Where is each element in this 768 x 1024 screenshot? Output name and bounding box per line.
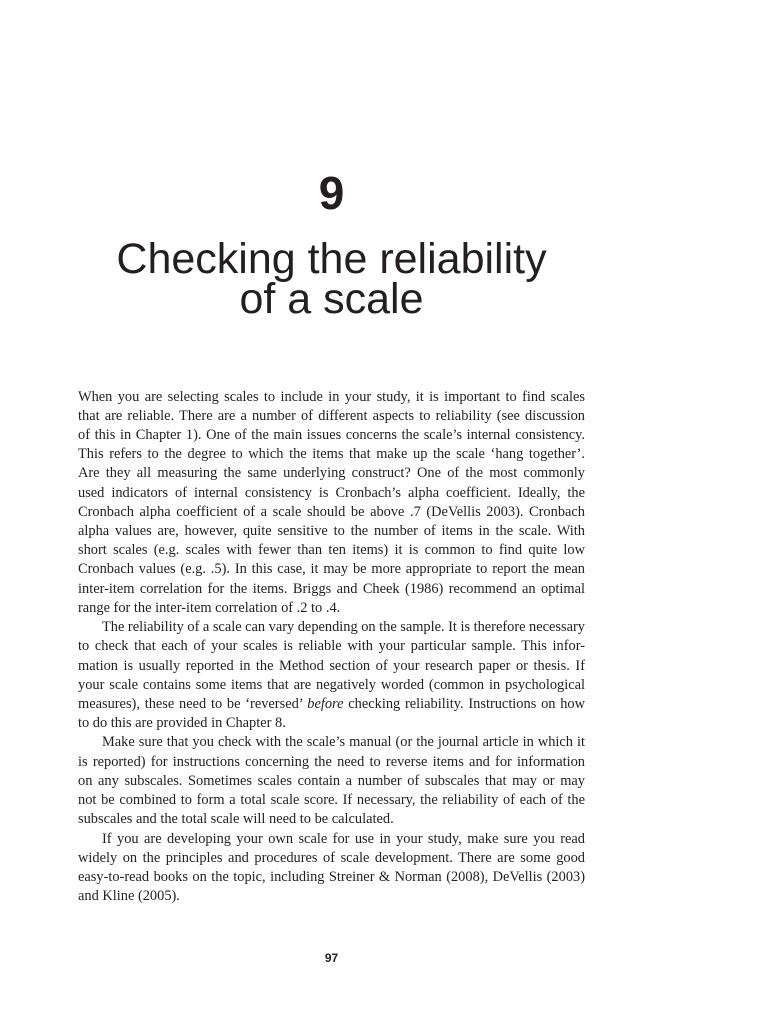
body-text-line: The reliability of a scale can vary depending on the sample. It is therefore necessary	[102, 619, 585, 636]
italic-emphasis: before	[307, 696, 344, 712]
body-text-line: to check that each of your scales is reliable with your particular sample. This infor-	[78, 638, 585, 655]
body-text-line: widely on the principles and procedures of scale development. There are some good	[78, 849, 585, 866]
body-text-line: If you are developing your own scale for use in your study, make sure you read	[102, 830, 585, 847]
body-text-line: short scales (e.g. scales with fewer than ten items) it is common to find quite low	[78, 542, 585, 559]
page-number: 97	[324, 951, 339, 965]
body-text-line: inter-item correlation for the items. Briggs and Cheek (1986) recommend an optimal	[78, 580, 585, 597]
chapter-title-line: of a scale	[239, 275, 424, 323]
chapter-title	[78, 235, 585, 323]
chapter-title-line: Checking the reliability	[116, 235, 547, 283]
body-paragraph	[78, 830, 585, 907]
body-text-line: used indicators of internal consistency is Cronbach’s alpha coefficient. Ideally, the	[78, 484, 585, 501]
body-text-line: not be combined to form a total scale score. If necessary, the reliability of each of the	[78, 792, 585, 809]
body-text-line: When you are selecting scales to include in your study, it is important to find scales	[78, 388, 585, 405]
body-paragraph	[78, 388, 585, 619]
body-text-line: Make sure that you check with the scale’s manual (or the journal article in which it	[102, 734, 585, 751]
chapter-number: 9	[318, 167, 345, 219]
body-paragraph	[78, 618, 585, 733]
body-text	[78, 388, 585, 907]
body-text-line: Are they all measuring the same underlying construct? One of the most commonly	[78, 465, 585, 482]
body-text-line: Cronbach alpha coefficient of a scale should be above .7 (DeVellis 2003). Cronbach	[78, 503, 585, 520]
body-text-line: Cronbach values (e.g. .5). In this case, it may be more appropriate to report the mean	[78, 561, 585, 578]
body-text-line: to do this are provided in Chapter 8.	[78, 715, 286, 732]
body-text-line: alpha values are, however, quite sensitive to the number of items in the scale. With	[78, 523, 585, 540]
body-text-line: mation is usually reported in the Method section of your research paper or thesis. If	[78, 657, 585, 674]
body-text-line: subscales and the total scale will need to be calculated.	[78, 811, 394, 828]
body-text-line: is reported) for instructions concerning the need to reverse items and for information	[78, 753, 585, 770]
body-text-segment: measures), these need to be ‘reversed’	[78, 696, 308, 712]
body-text-line: This refers to the degree to which the items that make up the scale ‘hang together’.	[78, 446, 585, 463]
body-text-line: and Kline (2005).	[78, 888, 180, 905]
body-text-line: that are reliable. There are a number of different aspects to reliability (see discussion	[78, 407, 585, 424]
body-text-line	[78, 695, 585, 714]
body-paragraph	[78, 733, 585, 829]
body-text-line: easy-to-read books on the topic, including Streiner & Norman (2008), DeVellis (2003)	[78, 868, 585, 885]
body-text-line: your scale contains some items that are negatively worded (common in psychological	[78, 676, 585, 693]
body-text-segment: checking reliability. Instructions on how	[343, 696, 585, 712]
body-text-line: of this in Chapter 1). One of the main issues concerns the scale’s internal consistency.	[78, 426, 585, 443]
body-text-line: range for the inter-item correlation of .2 to .4.	[78, 599, 341, 616]
body-text-line: on any subscales. Sometimes scales contain a number of subscales that may or may	[78, 772, 585, 789]
